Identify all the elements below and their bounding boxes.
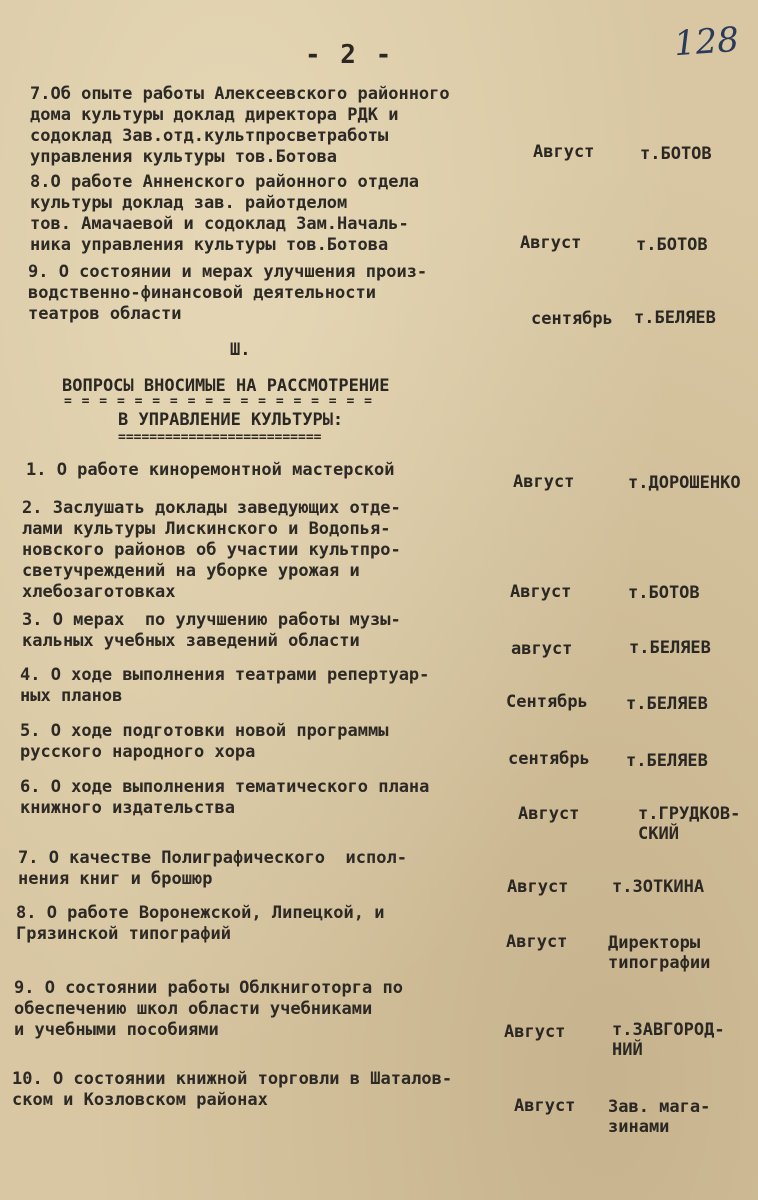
agenda-item-month: август xyxy=(511,639,573,659)
agenda-item-responsible: т.ЗАВГОРОД- НИЙ xyxy=(612,1020,725,1060)
agenda-item-responsible: т.БЕЛЯЕВ xyxy=(629,638,711,658)
agenda-item-responsible: Директоры типографии xyxy=(608,933,711,973)
title-underline: = = = = = = = = = = = = = = = = = = xyxy=(64,394,373,409)
agenda-item-text: 6. О ходе выполнения тематического плана книжного издательства xyxy=(20,777,430,818)
agenda-item-text: 10. О состоянии книжной торговли в Шаталов- ском и Козловском районах xyxy=(12,1069,453,1110)
agenda-item-month: Август xyxy=(533,142,595,162)
archive-number-handwritten: 128 xyxy=(672,19,741,65)
section-title-line-2: В УПРАВЛЕНИЕ КУЛЬТУРЫ: xyxy=(118,410,344,430)
agenda-item-text: 3. О мерах по улучшению работы музы- кальных учебных заведений области xyxy=(22,610,401,651)
agenda-item-responsible: т.БЕЛЯЕВ xyxy=(626,751,708,771)
agenda-item-text: 4. О ходе выполнения театрами репертуар- ных планов xyxy=(20,665,430,706)
agenda-item-responsible: т.ГРУДКОВ- СКИЙ xyxy=(638,804,741,844)
agenda-item-text: 2. Заслушать доклады заведующих отде- лами культуры Лискинского и Водопья- новского районов об участии культпро- светучреждений на уборке урожая и хлебозаготовках xyxy=(22,498,401,602)
section-numeral: Ш. xyxy=(230,340,251,360)
section-title-line-1: ВОПРОСЫ ВНОСИМЫЕ НА РАССМОТРЕНИЕ xyxy=(62,376,390,396)
agenda-item-month: сентябрь xyxy=(508,749,590,769)
agenda-item-text: 8.О работе Анненского районного отдела культуры доклад зав. райотделом тов. Амачаевой и содоклад Зам.Началь- ника управления культуры тов.Ботова xyxy=(30,172,419,255)
agenda-item-month: Август xyxy=(518,804,580,824)
agenda-item-responsible: т.БЕЛЯЕВ xyxy=(634,308,716,328)
agenda-item-month: Август xyxy=(514,1096,576,1116)
agenda-item-text: 9. О состоянии и мерах улучшения произ- водственно-финансовой деятельности театров области xyxy=(28,262,428,324)
agenda-item-month: Август xyxy=(507,877,569,897)
agenda-item-month: сентябрь xyxy=(531,309,613,329)
agenda-item-month: Август xyxy=(506,932,568,952)
agenda-item-responsible: Зав. мага- зинами xyxy=(608,1097,711,1137)
agenda-item-text: 7.Об опыте работы Алексеевского районного дома культуры доклад директора РДК и содоклад Зав.отд.культпросветработы управления культуры тов.Ботова xyxy=(30,84,450,167)
agenda-item-responsible: т.БЕЛЯЕВ xyxy=(626,694,708,714)
agenda-item-responsible: т.БОТОВ xyxy=(636,235,708,255)
agenda-item-month: Август xyxy=(504,1022,566,1042)
agenda-item-month: Август xyxy=(510,582,572,602)
agenda-item-text: 9. О состоянии работы Облкниготорга по обеспечению школ области учебниками и учебными пособиями xyxy=(14,978,403,1040)
agenda-item-text: 8. О работе Воронежской, Липецкой, и Грязинской типографий xyxy=(16,903,385,944)
title-underline: ========================== xyxy=(118,430,322,445)
agenda-item-month: Сентябрь xyxy=(506,692,588,712)
agenda-item-responsible: т.ЗОТКИНА xyxy=(612,877,705,897)
agenda-item-responsible: т.БОТОВ xyxy=(640,144,712,164)
agenda-item-month: Август xyxy=(513,472,575,492)
agenda-item-responsible: т.ДОРОШЕНКО xyxy=(628,473,741,493)
agenda-item-text: 7. О качестве Полиграфического испол- нения книг и брошюр xyxy=(18,848,407,889)
page-number: - 2 - xyxy=(305,40,394,70)
agenda-item-text: 5. О ходе подготовки новой программы русского народного хора xyxy=(20,721,389,762)
agenda-item-text: 1. О работе киноремонтной мастерской xyxy=(26,460,395,480)
agenda-item-responsible: т.БОТОВ xyxy=(628,583,700,603)
agenda-item-month: Август xyxy=(520,233,582,253)
